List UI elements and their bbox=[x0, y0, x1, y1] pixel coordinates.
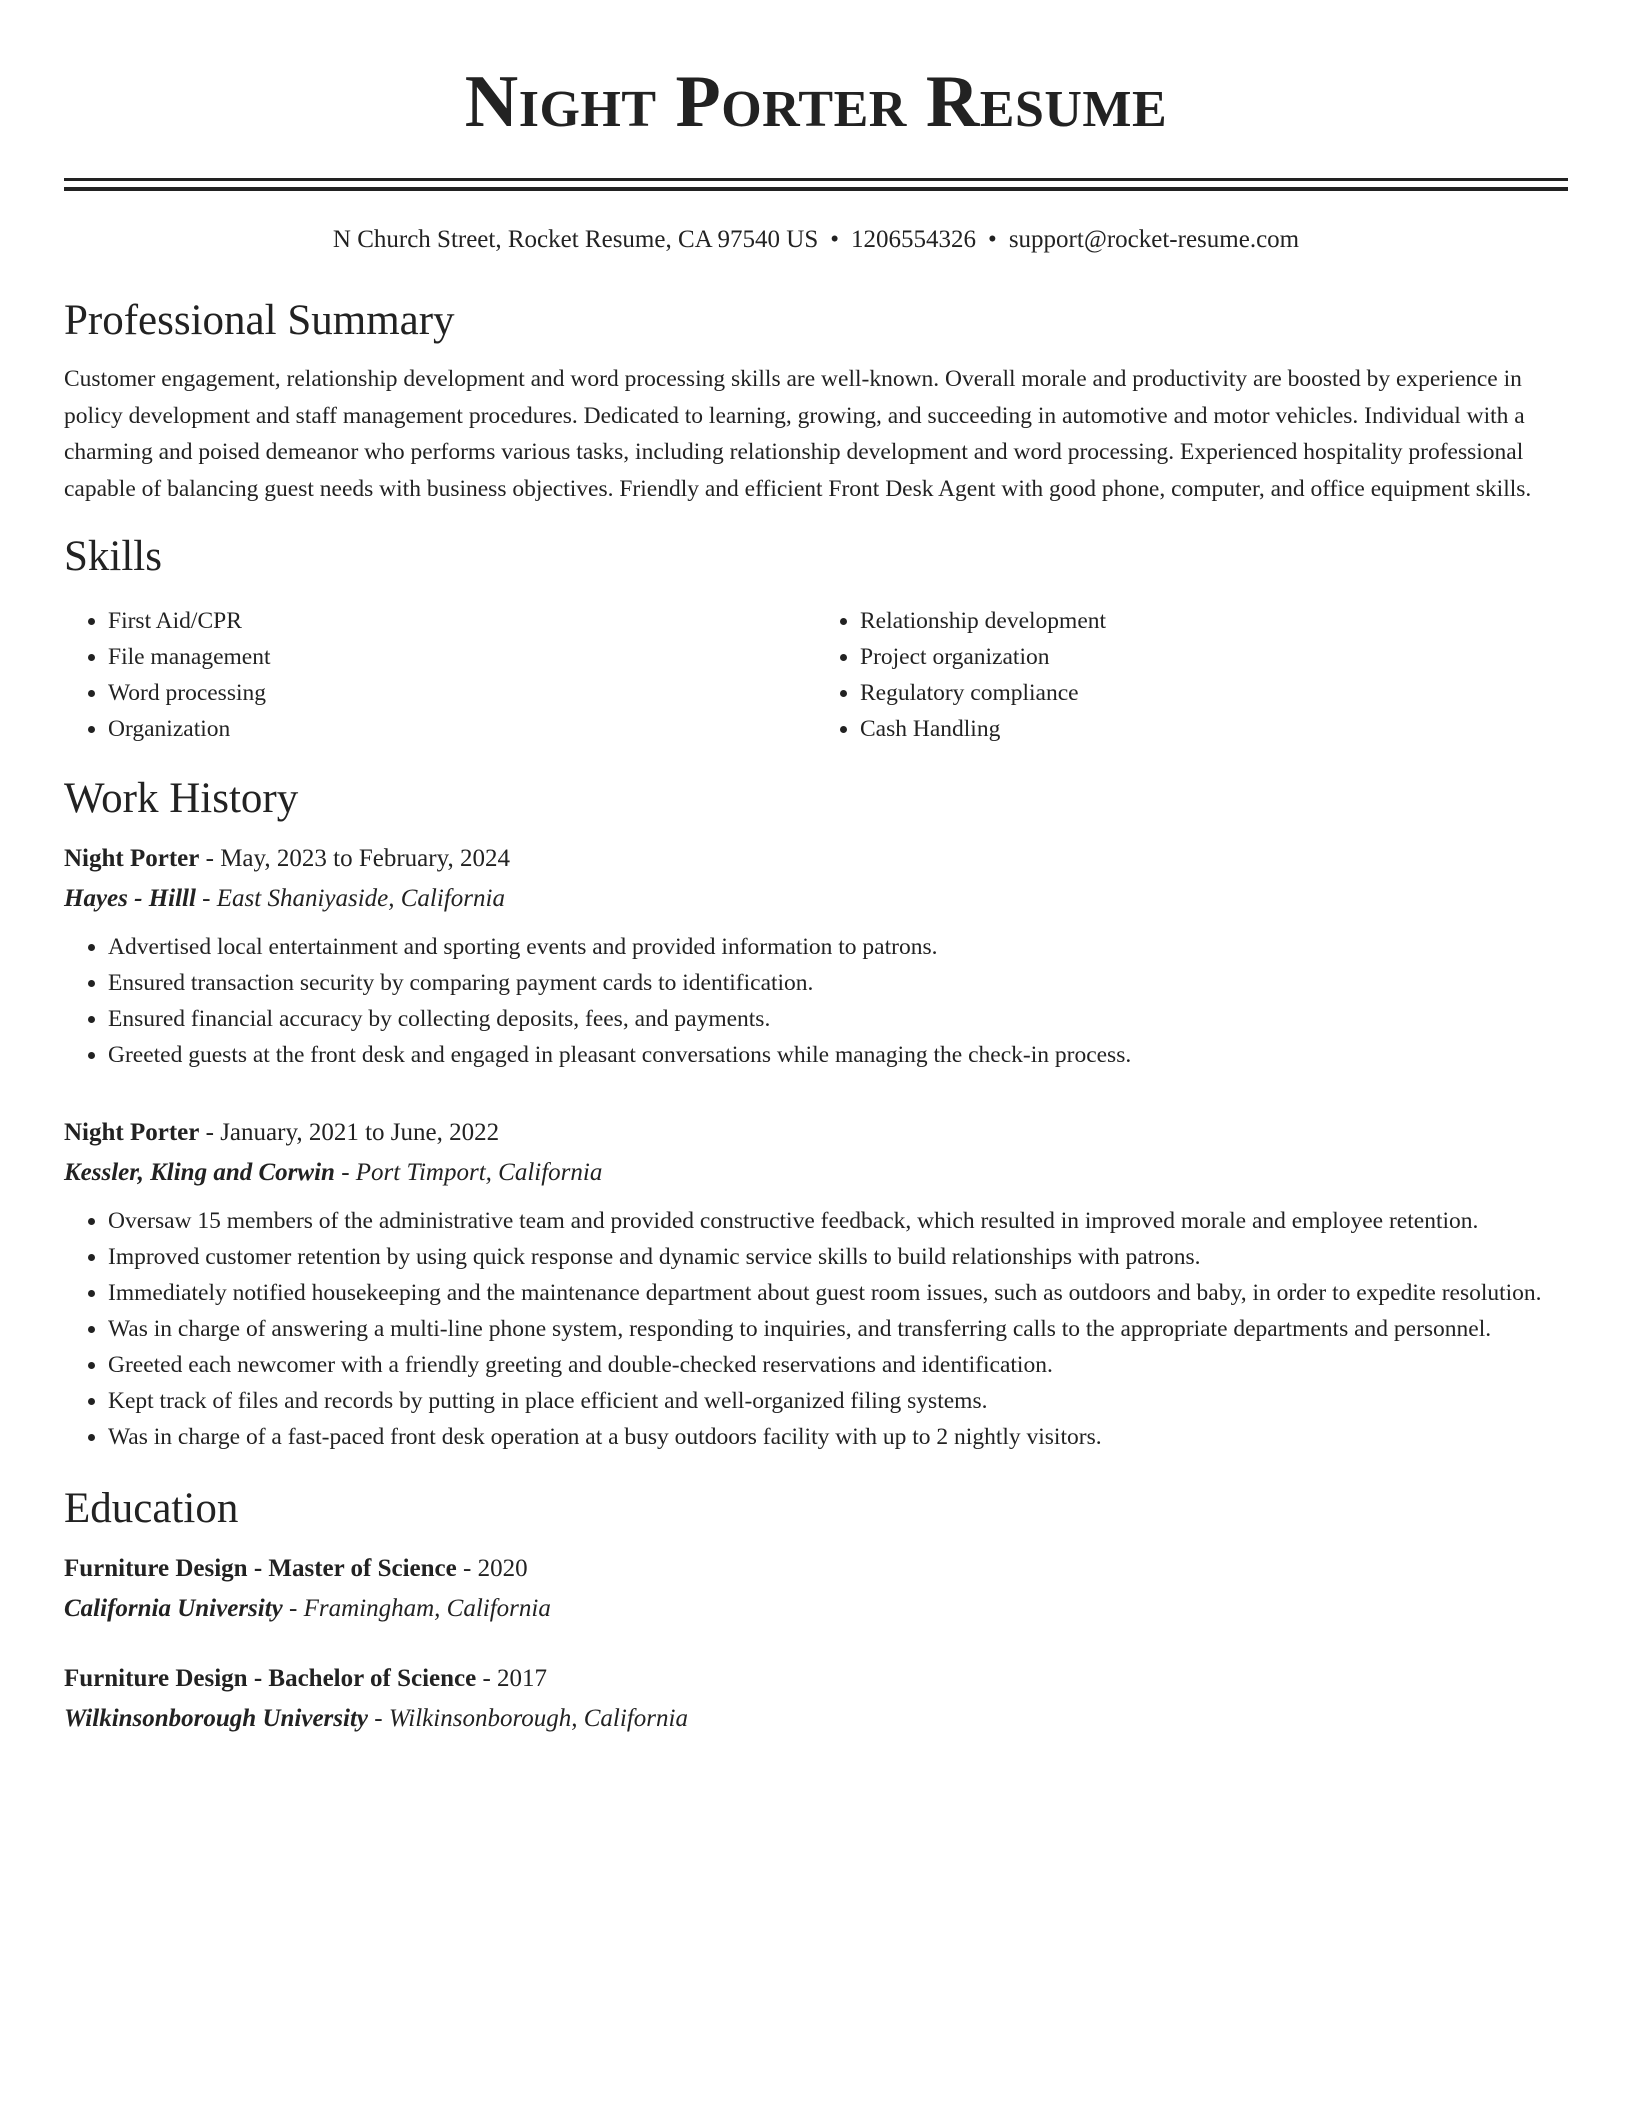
degree-line bbox=[64, 1549, 1568, 1589]
job-bullet: • Ensured financial accuracy by collecting deposits, fees, and payments. bbox=[108, 1001, 1568, 1037]
contact-separator: • bbox=[830, 226, 840, 253]
title-rule-thick bbox=[64, 187, 1568, 191]
skills-column-right bbox=[816, 603, 1568, 747]
job-company-line bbox=[64, 1153, 1568, 1193]
job-bullets bbox=[64, 1203, 1568, 1455]
job-bullet: • Greeted guests at the front desk and engaged in pleasant conversations while managing the check-in process. bbox=[108, 1037, 1568, 1073]
school-line bbox=[64, 1699, 1568, 1739]
skills-column-left bbox=[64, 603, 816, 747]
job-entry bbox=[64, 839, 1568, 1073]
school-location: - Framingham, California bbox=[282, 1595, 551, 1622]
degree: Furniture Design - Master of Science bbox=[64, 1555, 457, 1582]
skill-item: • File management bbox=[108, 639, 816, 675]
job-company: Hayes - Hilll bbox=[64, 885, 196, 912]
job-title-line bbox=[64, 839, 1568, 879]
skill-item: • Project organization bbox=[860, 639, 1568, 675]
job-location: - Port Timport, California bbox=[334, 1159, 603, 1186]
school: California University bbox=[64, 1595, 283, 1622]
job-dates: - January, 2021 to June, 2022 bbox=[199, 1119, 500, 1146]
job-title: Night Porter bbox=[64, 845, 200, 872]
school-line bbox=[64, 1589, 1568, 1629]
contact-phone: 1206554326 bbox=[851, 226, 977, 253]
contact-line bbox=[64, 225, 1568, 255]
education-heading: Education bbox=[64, 1485, 239, 1532]
job-bullet: • Was in charge of a fast-paced front desk operation at a busy outdoors facility with up to 2 nightly visitors. bbox=[108, 1419, 1568, 1455]
job-bullet: • Improved customer retention by using quick response and dynamic service skills to build relationships with patrons. bbox=[108, 1239, 1568, 1275]
job-company-line bbox=[64, 879, 1568, 919]
skill-item: • Cash Handling bbox=[860, 711, 1568, 747]
job-bullet: • Immediately notified housekeeping and the maintenance department about guest room issues, such as outdoors and baby, in order to expedite resolution. bbox=[108, 1275, 1568, 1311]
job-title-line bbox=[64, 1113, 1568, 1153]
education-entry bbox=[64, 1659, 1568, 1739]
contact-email: support@rocket-resume.com bbox=[1008, 226, 1300, 253]
degree-year: - 2017 bbox=[476, 1665, 548, 1692]
job-entry bbox=[64, 1113, 1568, 1455]
contact-address: N Church Street, Rocket Resume, CA 97540 US bbox=[332, 226, 819, 253]
degree: Furniture Design - Bachelor of Science bbox=[64, 1665, 477, 1692]
work-history-heading: Work History bbox=[64, 775, 299, 822]
job-company: Kessler, Kling and Corwin bbox=[64, 1159, 335, 1186]
title-rule-thin bbox=[64, 178, 1568, 181]
school: Wilkinsonborough University bbox=[64, 1705, 369, 1732]
job-bullets bbox=[64, 929, 1568, 1073]
education-entry bbox=[64, 1549, 1568, 1629]
skill-item: • Relationship development bbox=[860, 603, 1568, 639]
job-dates: - May, 2023 to February, 2024 bbox=[199, 845, 510, 872]
skills-list bbox=[64, 603, 1568, 747]
skill-item: • Organization bbox=[108, 711, 816, 747]
skill-item: • Word processing bbox=[108, 675, 816, 711]
school-location: - Wilkinsonborough, California bbox=[368, 1705, 688, 1732]
degree-line bbox=[64, 1659, 1568, 1699]
job-bullet: • Greeted each newcomer with a friendly greeting and double-checked reservations and identification. bbox=[108, 1347, 1568, 1383]
contact-separator: • bbox=[988, 226, 997, 253]
job-bullet: • Oversaw 15 members of the administrative team and provided constructive feedback, which resulted in improved morale and employee retention. bbox=[108, 1203, 1568, 1239]
skills-heading: Skills bbox=[64, 533, 162, 580]
skill-item: • First Aid/CPR bbox=[108, 603, 816, 639]
summary-text: Customer engagement, relationship development and word processing skills are well-known. Overall morale and productivity are boosted by experience in policy development and staff management procedures. Dedicated to learning, growing, and succeeding in automotive and motor vehicles. Individual with a charming and poised demeanor who performs various tasks, including relationship development and word processing. Experienced hospitality professional capable of balancing guest needs with business objectives. Friendly and efficient Front Desk Agent with good phone, computer, and office equipment skills. bbox=[64, 366, 1532, 502]
job-bullet: • Ensured transaction security by comparing payment cards to identification. bbox=[108, 965, 1568, 1001]
job-bullet: • Advertised local entertainment and sporting events and provided information to patrons. bbox=[108, 929, 1568, 965]
job-title: Night Porter bbox=[64, 1119, 200, 1146]
job-location: - East Shaniyaside, California bbox=[195, 885, 505, 912]
job-bullet: • Kept track of files and records by putting in place efficient and well-organized filing systems. bbox=[108, 1383, 1568, 1419]
summary-heading: Professional Summary bbox=[64, 297, 455, 344]
degree-year: - 2020 bbox=[456, 1555, 528, 1582]
resume-title: Night Porter Resume bbox=[464, 61, 1168, 143]
skill-item: • Regulatory compliance bbox=[860, 675, 1568, 711]
job-bullet: • Was in charge of answering a multi-line phone system, responding to inquiries, and transferring calls to the appropriate departments and personnel. bbox=[108, 1311, 1568, 1347]
